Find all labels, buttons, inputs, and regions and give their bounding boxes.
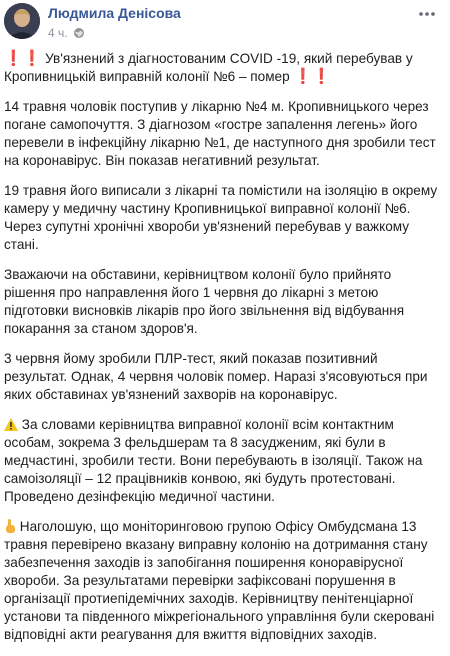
warning-icon xyxy=(4,417,22,432)
post-headline: ❗❗ Ув'язнений з діагностованим COVID -19, який перебував у Кропивницькій виправній колонії №6 – помер ❗❗ xyxy=(4,50,413,85)
post-paragraph: 3 червня йому зробили ПЛР-тест, який показав позитивний результат. Однак, 4 червня чоловік помер. Наразі з'ясовуються при яких обставинах ув'язнений захворів на коронавірус. xyxy=(4,351,428,402)
post-paragraph-pointing: Наголошую, що моніторинговою групою Офісу Омбудсмана 13 травня перевірено вказану виправну колонію на дотримання стану забезпечення заходів із запобігання поширення коноравірусної хвороби. За результатами перевірки зафіксовані порушення в організації протиепідемічних заходів. Керівництву пенітенціарної установи та південного міжрегіонального управління були скеровані відповідні акти реагування для вжиття відповідних заходів. xyxy=(4,519,435,642)
post-header xyxy=(0,0,450,48)
exclamation-icon: ❗❗ xyxy=(4,50,42,67)
exclamation-icon: ❗❗ xyxy=(293,68,331,85)
post-paragraph: 14 травня чоловік поступив у лікарню №4 м. Кропивницького через погане самопочуття. З діагнозом «гостре запалення легень» його перевели в інфекційну лікарню №1, де наступного дня зробили тест на коронавірус. Він показав негативний результат. xyxy=(4,99,436,168)
globe-icon xyxy=(73,27,85,39)
pointing-hand-icon xyxy=(4,519,20,534)
post-paragraph: 19 травня його виписали з лікарні та помістили на ізоляцію в окрему камеру у медичну частину Кропивницької виправної колонії №6. Через супутні хронічні хвороби ув'язнений перебував у важкому стані. xyxy=(4,183,438,252)
more-options-icon[interactable] xyxy=(414,4,440,24)
post-paragraph-warning: За словами керівництва виправної колонії всім контактним особам, зокрема 3 фельдшерам та 8 засудженим, які були в медчастині, зробили тести. Вони перебувають в ізоляції. Також на самоізоляції – 12 працівників конвою, які будуть протестовані. Проведено дезінфекцію медичної частини. xyxy=(4,417,423,504)
author-name[interactable]: Людмила Денісова xyxy=(48,5,181,21)
post-content xyxy=(4,50,444,656)
post-meta xyxy=(48,26,85,40)
avatar[interactable] xyxy=(4,3,40,39)
post-paragraph: Зважаючи на обставини, керівництвом колонії було прийнято рішення про направлення його 1 червня до лікарні з метою підготовки висновків лікарів про його звільнення від відбування покарання за станом здоров'я. xyxy=(4,267,405,336)
post-timestamp[interactable]: 4 ч. xyxy=(48,26,68,40)
